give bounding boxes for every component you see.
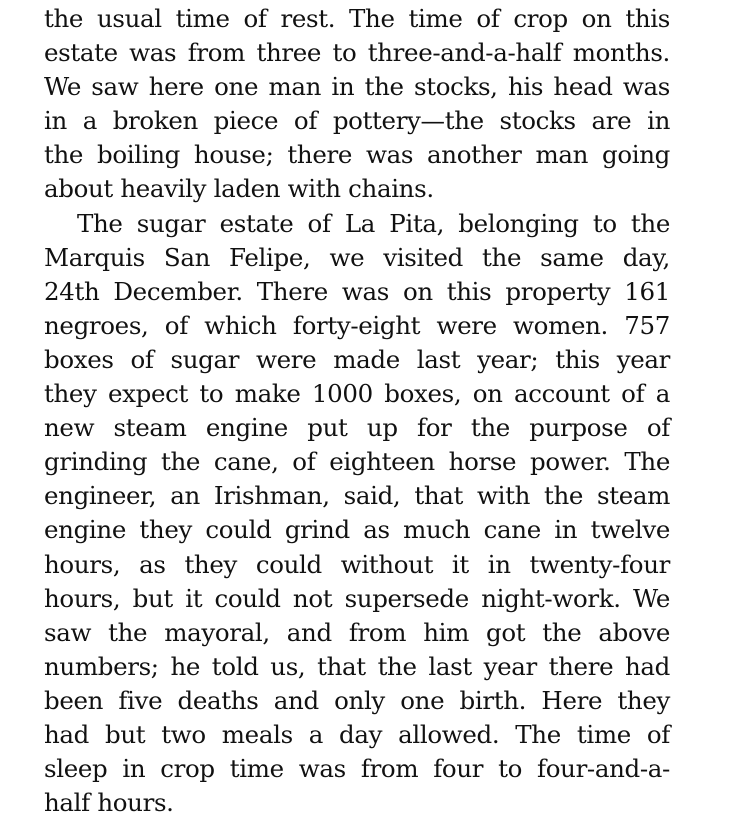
text-line: had but two meals a day allowed. The time of bbox=[44, 719, 670, 749]
text-line: the usual time of rest. The time of crop on this bbox=[44, 4, 670, 33]
paragraph-2 bbox=[44, 207, 670, 820]
page-text bbox=[44, 2, 670, 820]
text-line: engineer, an Irishman, said, that with the steam bbox=[44, 481, 670, 511]
text-line: We saw here one man in the stocks, his head was bbox=[44, 72, 670, 102]
text-line: new steam engine put up for the purpose of bbox=[44, 413, 670, 443]
text-line: hours, as they could without it in twenty-four bbox=[44, 549, 670, 579]
text-line: about heavily laden with chains. bbox=[44, 174, 434, 204]
text-line: they expect to make 1000 boxes, on account of a bbox=[44, 379, 670, 409]
text-line: negroes, of which forty-eight were women. 757 bbox=[44, 310, 670, 340]
text-line: sleep in crop time was from four to four-and-a- bbox=[44, 754, 670, 784]
text-line: saw the mayoral, and from him got the above bbox=[44, 617, 670, 647]
text-line: been five deaths and only one birth. Here they bbox=[44, 685, 670, 715]
paragraph-1 bbox=[44, 2, 670, 207]
text-line: grinding the cane, of eighteen horse power. The bbox=[44, 447, 670, 477]
text-line: hours, but it could not supersede night-work. We bbox=[44, 583, 670, 613]
text-line: Marquis San Felipe, we visited the same day, bbox=[44, 242, 670, 272]
text-line: the boiling house; there was another man going bbox=[44, 140, 670, 170]
text-line: engine they could grind as much cane in twelve bbox=[44, 515, 670, 545]
text-line: boxes of sugar were made last year; this year bbox=[44, 344, 670, 374]
text-line: in a broken piece of pottery—the stocks are in bbox=[44, 106, 670, 136]
text-line: estate was from three to three-and-a-half months. bbox=[44, 38, 670, 68]
text-line: numbers; he told us, that the last year there had bbox=[44, 651, 670, 681]
text-line: half hours. bbox=[44, 788, 174, 818]
text-line: 24th December. There was on this property 161 bbox=[44, 276, 670, 306]
text-line: The sugar estate of La Pita, belonging to the bbox=[77, 208, 670, 238]
